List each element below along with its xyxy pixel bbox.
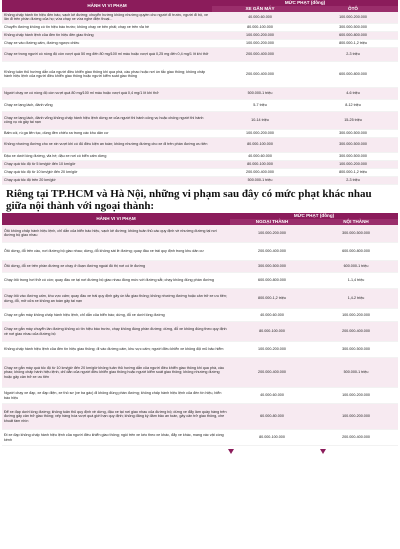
fine-cell: 100.000-200.000 (314, 404, 398, 430)
fine-cell: 2-3 triệu (308, 176, 398, 184)
table-row (2, 388, 398, 404)
fine-cell: 100.000-200.000 (230, 225, 314, 243)
section-heading: Riêng tại TP.HCM và Hà Nội, những vi phạm sau đây có mức phạt khác nhau giữa nội thành với ngoại thành: (6, 187, 372, 212)
inner-city-header: NỘI THÀNH (314, 219, 398, 225)
table-row (2, 160, 398, 168)
city-fines-table (2, 213, 398, 447)
table-row (2, 12, 398, 23)
fine-cell: 80.000-100.000 (230, 322, 314, 342)
fine-cell: 500.000-1 triệu (212, 176, 308, 184)
violation-cell: Không tuân thủ hướng dẫn của người điều khiển giao thông khi qua phà, cầu phao hoặc nơi ùn tắc giao thông; không chấp hành hiệu lệnh của người điều khiển giao thông hoặc người kiểm soát giao thông (2, 61, 212, 87)
fine-cell: 200.000-400.000 (212, 61, 308, 87)
fine-cell: 300.000-500.000 (308, 137, 398, 152)
violation-cell: Người chạy xe đạp, xe đạp điện, xe thô sơ (xe ba gác) đi không đúng phần đường; không chấp hành hiệu lệnh của đèn tín hiệu, biển báo hiệu (2, 388, 230, 404)
fine-cell: 200.000-400.000 (212, 47, 308, 61)
fine-cell: 300.000-500.000 (308, 152, 398, 160)
violation-cell: Chuyển đường không có tín hiệu báo trước; không chạy xe bên phải; chạy xe trên vỉa hè (2, 23, 212, 31)
fine-cell: 200.000-400.000 (314, 322, 398, 342)
city-fines-body (2, 225, 398, 446)
fine-cell: 100.000-200.000 (212, 39, 308, 47)
violation-cell: Chạy quá tốc độ trên 20 km/giờ (2, 176, 212, 184)
violation-cell: Không chấp hành lệnh của đèn tín hiệu đèn giao thông (2, 31, 212, 39)
table-row (2, 430, 398, 446)
violation-cell: Chạy xe lạng lách, đánh võng (2, 99, 212, 111)
table-row (2, 168, 398, 176)
table-row (2, 99, 398, 111)
fine-cell: 800.000-1,2 triệu (230, 289, 314, 309)
fine-cell: 100.000-200.000 (308, 12, 398, 23)
fine-cell: 100.000-200.000 (314, 309, 398, 322)
outer-city-header: NGOẠI THÀNH (230, 219, 314, 225)
table-row (2, 87, 398, 99)
fine-cell: 2-3 triệu (308, 47, 398, 61)
fine-cell: 200.000-400.000 (212, 168, 308, 176)
fine-cell: 40.000-60.000 (212, 12, 308, 23)
violation-cell: Chạy quá tốc độ từ 10 km/giờ đến 20 km/giờ (2, 168, 212, 176)
violation-cell: Bấm còi, rú ga liên tục, dùng đèn chiếu xa trong các khu dân cư (2, 129, 212, 137)
table-row (2, 61, 398, 87)
fine-cell: 300.000-500.000 (314, 342, 398, 358)
violation-cell: Chạy ôtô trong hơi thở có cồn; quay đầu xe tại nơi đường bộ giao nhau đồng mức với đường sắt; chạy không đúng phần đường (2, 273, 230, 289)
table-row (2, 273, 398, 289)
fine-cell: 8-12 triệu (308, 99, 398, 111)
violation-cell: Ôtô dừng, đỗ xe trên phần đường xe chạy ở đoạn đường ngoài đô thị nơi có lề đường (2, 261, 230, 273)
table-row (2, 129, 398, 137)
table-row (2, 358, 398, 388)
fine-cell: 600.000-1 triệu (314, 261, 398, 273)
fine-cell: 60.000-80.000 (230, 404, 314, 430)
violation-cell: Chạy ôtô vào đường cấm, khu vực cấm; quay đầu xe trái quy định gây ùn tắc giao thông; không nhường đường hoặc cản trở xe ưu tiên; dừng, đỗ, mở cửa xe không an toàn gây tai nạn (2, 289, 230, 309)
general-fines-table (2, 0, 398, 185)
fine-cell: 200.000-400.000 (230, 358, 314, 388)
violation-cell: Chạy xe trong người có nồng độ cồn vượt quá 50 mg đến 80 mg/100 ml máu hoặc vượt quá 0,25 mg đến 0,4 mg/1 lít khí thở (2, 47, 212, 61)
table-row (2, 23, 398, 31)
table-row (2, 289, 398, 309)
fine-cell: 80.000-100.000 (230, 430, 314, 446)
violation-cell: Không nhường đường cho xe xin vượt khi có đủ điều kiện an toàn; không nhường đường cho xe đi trên phần đường ưu tiên (2, 137, 212, 152)
table-row (2, 309, 398, 322)
fine-cell: 40.000-60.000 (230, 309, 314, 322)
fine-cell: 100.000-200.000 (230, 342, 314, 358)
fine-cell: 1,4-2 triệu (314, 289, 398, 309)
fine-cell: 500.000-1 triệu (212, 87, 308, 99)
fine-cell: 300.000-500.000 (308, 129, 398, 137)
fine-cell: 5-7 triệu (212, 99, 308, 111)
violation-cell: Ôtô dừng, đỗ trên cầu, nơi đường bộ giao nhau; dừng, đỗ không sát lề đường; quay đầu xe trái quy định trong khu dân cư (2, 243, 230, 261)
fine-cell: 600.000-800.000 (230, 273, 314, 289)
footer-markers (2, 446, 398, 455)
marker-icon (228, 449, 234, 454)
fine-cell: 800.000-1,2 triệu (308, 39, 398, 47)
violation-cell: Chạy xe lạng lách, đánh võng không chấp hành hiệu lệnh dừng xe của người thi hành công vụ hoặc chống người thi hành công vụ và gây tai nạn (2, 111, 212, 129)
violation-cell: Chạy quá tốc độ từ 5 km/giờ đến 10 km/giờ (2, 160, 212, 168)
fine-cell: 4-6 triệu (308, 87, 398, 99)
fine-cell: 300.000-500.000 (230, 261, 314, 273)
fine-cell: 600.000-800.000 (308, 31, 398, 39)
fine-cell: 600.000-800.000 (308, 61, 398, 87)
fine-cell: 200.000-400.000 (314, 430, 398, 446)
violation-header-2: HÀNH VI VI PHẠM (2, 213, 230, 225)
table-row (2, 31, 398, 39)
table-row (2, 111, 398, 129)
violation-cell: Chạy xe vào đường cấm, đường ngược chiều (2, 39, 212, 47)
general-fines-body (2, 12, 398, 184)
fine-cell: 80.000-100.000 (212, 160, 308, 168)
fine-cell: 600.000-800.000 (314, 243, 398, 261)
table-row (2, 39, 398, 47)
fine-cell: 40.000-60.000 (212, 152, 308, 160)
fine-header-2: MỨC PHẠT (đồng) (230, 213, 398, 219)
table-row (2, 47, 398, 61)
table-row (2, 152, 398, 160)
violation-cell: Người chạy xe có nồng độ cồn vượt quá 80 mg/100 ml máu hoặc vượt quá 0,4 mg/1 lít khí thở (2, 87, 212, 99)
fine-cell: 15-25 triệu (308, 111, 398, 129)
fine-cell: 1-1,4 triệu (314, 273, 398, 289)
fine-cell: 100.000-200.000 (308, 160, 398, 168)
violation-cell: Chạy xe gắn máy không chấp hành hiệu lệnh, chỉ dẫn của biển báo; dừng, đỗ xe dưới lòng đường (2, 309, 230, 322)
violation-cell: Chạy xe gắn máy quá tốc độ từ 10 km/giờ đến 20 km/giờ không tuân thủ hướng dẫn của người điều khiển giao thông khi qua phà, cầu phao; không chấp hành hiệu lệnh, chỉ dẫn của người điều khiển giao thông hoặc người kiểm soát giao thông; không nhường đường hoặc gây cản trở xe ưu tiên (2, 358, 230, 388)
fine-cell: 100.000-200.000 (212, 31, 308, 39)
fine-cell: 40.000-60.000 (230, 388, 314, 404)
table-row (2, 404, 398, 430)
fine-cell: 800.000-1,2 triệu (308, 168, 398, 176)
violation-header: HÀNH VI VI PHẠM (2, 0, 212, 12)
violation-cell: Đậu xe dưới lòng đường, vỉa hè; đậu xe nơi có biển cấm dừng (2, 152, 212, 160)
fine-header: MỨC PHẠT (đồng) (212, 0, 398, 6)
marker-icon (320, 449, 326, 454)
violation-cell: Để xe đạp dưới lòng đường; không tuân thủ quy định về dừng, đậu xe tại nơi giao nhau của đường bộ; dừng xe đẩy làm quầy hàng trên đường gây cản trở giao thông; xếp hàng hóa vượt quá giới hạn quy định; không đăng ký đảm bảo an toàn, gây cản trở giao thông, che khuất tầm nhìn (2, 404, 230, 430)
fine-cell: 100.000-200.000 (314, 388, 398, 404)
table-row (2, 137, 398, 152)
table-row (2, 342, 398, 358)
table-row (2, 322, 398, 342)
violation-cell: Ôtô không chấp hành hiệu lệnh, chỉ dẫn của biển báo hiệu, vạch kẻ đường; không tuân thủ các quy định về nhường đường tại nơi đường bộ giao nhau (2, 225, 230, 243)
car-header: ÔTÔ (308, 6, 398, 12)
violation-cell: Không chấp hành tín hiệu đèn báo, vạch kẻ đường; chuyển hướng không nhường quyền cho người đi trước, người đi bộ, xe lăn đi trên phần đường của họ; vừa chạy xe vừa nghe điện thoại... (2, 12, 212, 23)
violation-cell: Đi xe đạp không chấp hành hiệu lệnh của người điều khiển giao thông; ngồi trên xe kéo theo xe khác, đẩy xe khác, mang vác vật cồng kềnh (2, 430, 230, 446)
fine-cell: 300.000-500.000 (314, 225, 398, 243)
table-row (2, 243, 398, 261)
motorbike-header: XE GẮN MÁY (212, 6, 308, 12)
table-row (2, 261, 398, 273)
fine-cell: 500.000-1 triệu (314, 358, 398, 388)
fine-cell: 10-14 triệu (212, 111, 308, 129)
violation-cell: Không chấp hành hiệu lệnh của đèn tín hiệu giao thông; đi vào đường cấm, khu vực cấm; người điều khiển xe không đội mũ bảo hiểm (2, 342, 230, 358)
fine-cell: 80.000-100.000 (212, 23, 308, 31)
table-row (2, 176, 398, 184)
fine-cell: 300.000-500.000 (308, 23, 398, 31)
table-row (2, 225, 398, 243)
fine-cell: 80.000-100.000 (212, 137, 308, 152)
fine-cell: 200.000-400.000 (230, 243, 314, 261)
fine-cell: 100.000-200.000 (212, 129, 308, 137)
violation-cell: Chạy xe gắn máy chuyển làn đường không có tín hiệu báo trước, chạy không đúng phần đường; dừng, đỗ xe không đúng theo quy định về nơi giao nhau của đường bộ (2, 322, 230, 342)
